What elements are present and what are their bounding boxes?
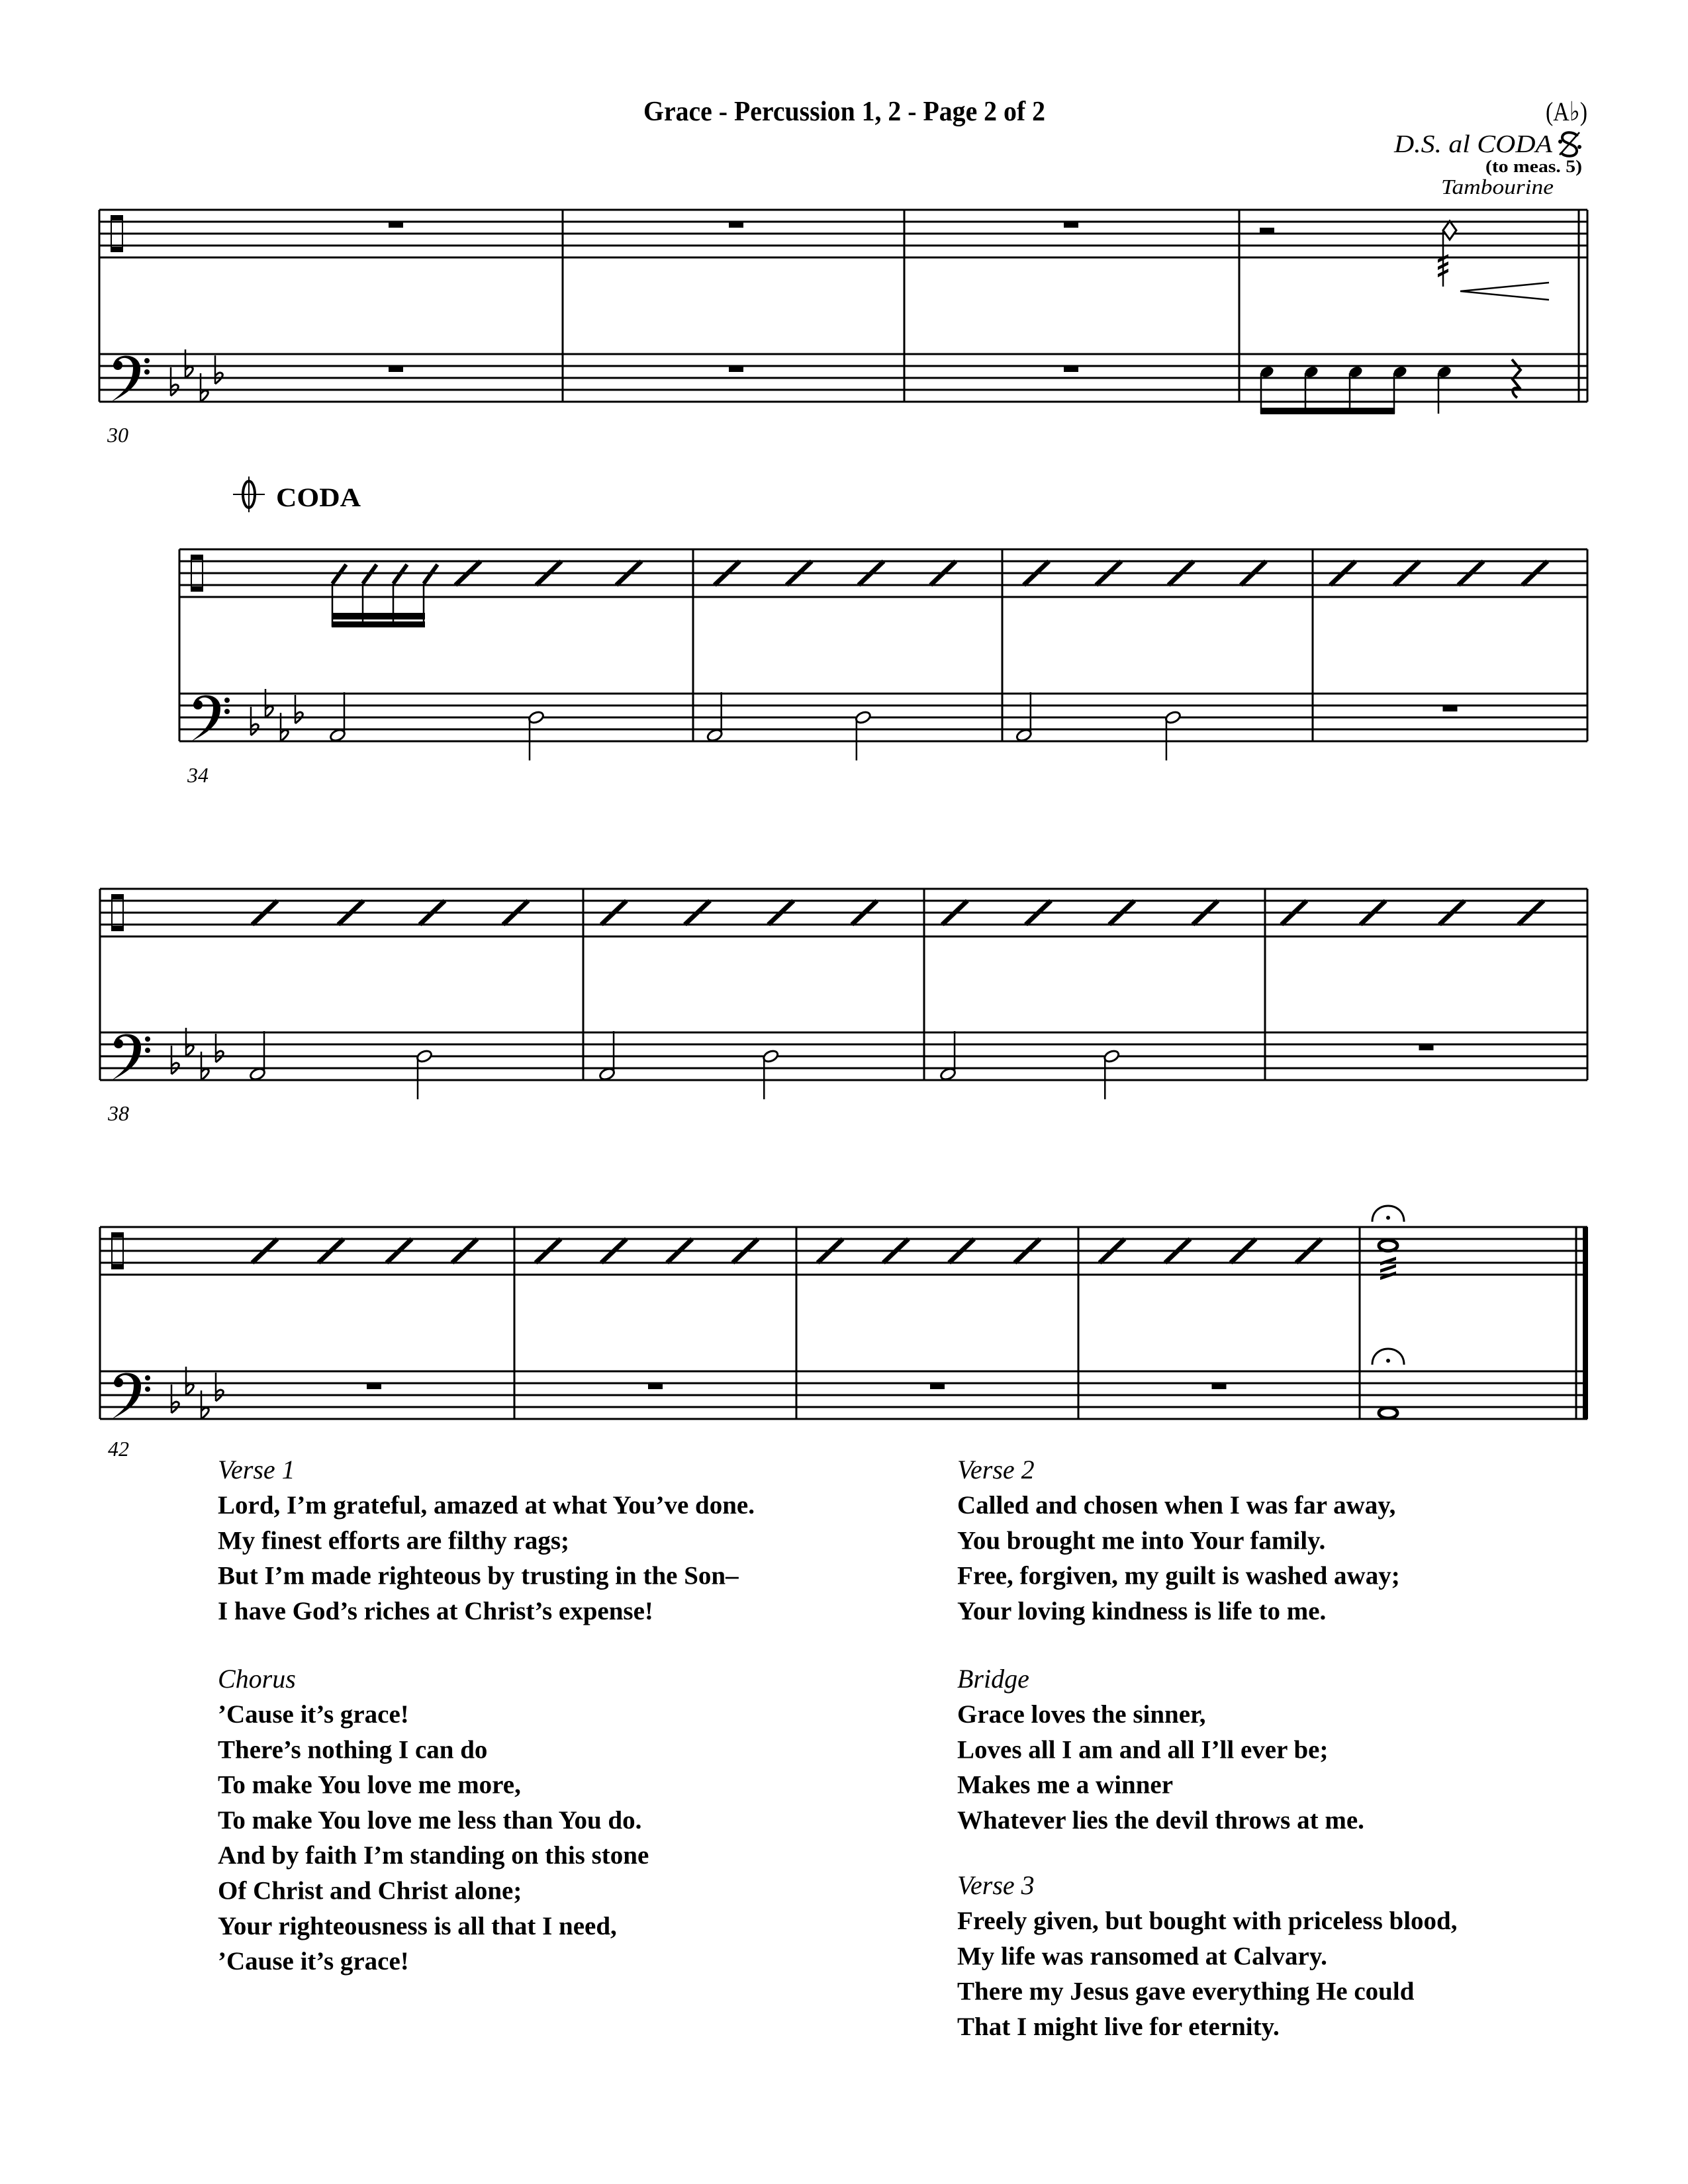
whole-rest — [1212, 1383, 1227, 1389]
whole-rest — [1443, 705, 1458, 711]
clef-dot — [224, 698, 230, 703]
coda-icon — [233, 477, 265, 512]
flat-icon — [251, 707, 258, 735]
flat-bulb — [186, 1045, 193, 1056]
clef-cap — [112, 926, 123, 931]
flat-icon — [171, 1385, 179, 1413]
flat-icon — [171, 1046, 179, 1074]
lyrics — [218, 1455, 1458, 2041]
flat-bulb — [201, 1069, 209, 1080]
clef-head — [113, 361, 122, 370]
section-label: Bridge — [957, 1664, 1029, 1694]
whole-rest — [729, 222, 743, 228]
whole-rest — [648, 1383, 663, 1389]
clef-dot — [145, 1036, 150, 1042]
section-label: Verse 3 — [957, 1870, 1035, 1900]
fermata-dot — [1386, 1216, 1390, 1220]
clef-dot — [144, 369, 150, 375]
music-notation — [99, 210, 1588, 1461]
lyric-line: I have God’s riches at Christ’s expense! — [218, 1596, 653, 1625]
clef-cap — [191, 555, 203, 560]
whole-rest — [1419, 1044, 1434, 1050]
flat-bulb — [185, 367, 193, 378]
flat-bulb — [201, 1408, 209, 1419]
clef-dot — [224, 709, 230, 714]
lyric-line: Loves all I am and all I’ll ever be; — [957, 1735, 1329, 1764]
final-barline — [1583, 1227, 1588, 1419]
fermata-dot — [1386, 1359, 1390, 1363]
fermata-icon — [1372, 1349, 1404, 1365]
page-title: Grace - Percussion 1, 2 - Page 2 of 2 — [643, 97, 1045, 127]
flat-icon — [216, 1034, 223, 1062]
tremolo-stroke — [1380, 1257, 1396, 1265]
flat-icon — [171, 367, 178, 396]
clef-head — [114, 1378, 123, 1387]
clef-dot — [145, 1048, 150, 1053]
whole-note — [1379, 1240, 1397, 1251]
clef-head — [193, 700, 203, 709]
whole-rest — [729, 366, 743, 372]
crescendo-hairpin — [1460, 283, 1549, 300]
clef-dot — [144, 358, 150, 363]
clef-cap — [111, 247, 122, 251]
lyric-line: And by faith I’m standing on this stone — [218, 1841, 649, 1870]
clef-cap — [112, 895, 123, 899]
whole-rest — [389, 222, 403, 228]
whole-rest — [1064, 366, 1078, 372]
clef-cap — [112, 1233, 123, 1238]
ds-al-coda-direction: D.S. al CODA — [1393, 130, 1553, 158]
tremolo-stroke — [1380, 1264, 1396, 1273]
flat-bulb — [265, 706, 273, 717]
segno-icon — [1558, 132, 1581, 156]
lyric-line: To make You love me more, — [218, 1770, 521, 1799]
lyric-section — [957, 1455, 1400, 1625]
coda-label: CODA — [276, 482, 361, 512]
lyric-line: Grace loves the sinner, — [957, 1700, 1206, 1729]
lyric-line: My finest efforts are filthy rags; — [218, 1526, 570, 1555]
lyric-line: Your loving kindness is life to me. — [957, 1596, 1327, 1625]
whole-rest — [389, 366, 403, 372]
flat-icon — [215, 355, 222, 384]
lyric-line: You brought me into Your family. — [957, 1526, 1326, 1555]
section-label: Chorus — [218, 1664, 296, 1694]
lyric-line: ’Cause it’s grace! — [218, 1947, 409, 1976]
flat-icon — [216, 1373, 223, 1401]
beam — [1260, 408, 1395, 414]
lyric-line: ’Cause it’s grace! — [218, 1700, 409, 1729]
lyric-line: Freely given, but bought with priceless blood, — [957, 1907, 1458, 1935]
flat-bulb — [281, 730, 288, 741]
lyric-line: But I’m made righteous by trusting in the Son– — [218, 1561, 739, 1590]
whole-rest — [367, 1383, 381, 1389]
clef-dot — [145, 1375, 150, 1381]
measure-number: 38 — [108, 1101, 129, 1125]
flat-bulb — [201, 390, 208, 402]
flat-bulb — [186, 1384, 193, 1395]
measure-number: 34 — [187, 763, 209, 787]
flat-icon — [295, 695, 303, 723]
lyric-section — [218, 1455, 755, 1625]
lyric-line: There my Jesus gave everything He could — [957, 1977, 1415, 2006]
whole-rest — [1064, 222, 1078, 228]
clef-cap — [112, 1264, 123, 1269]
lyric-line: Your righteousness is all that I need, — [218, 1911, 617, 1940]
whole-note — [1379, 1408, 1397, 1418]
lyric-section — [218, 1664, 649, 1976]
key-label: (A♭) — [1546, 97, 1587, 126]
diamond-note — [1443, 221, 1456, 240]
clef-head — [114, 1039, 123, 1048]
fermata-icon — [1372, 1206, 1404, 1222]
whole-rest — [930, 1383, 945, 1389]
to-measure-note: (to meas. 5) — [1485, 157, 1582, 176]
lyric-line: Lord, I’m grateful, amazed at what You’ve done. — [218, 1491, 755, 1520]
lyric-line: Of Christ and Christ alone; — [218, 1876, 522, 1905]
lyric-line: There’s nothing I can do — [218, 1735, 488, 1764]
section-label: Verse 1 — [218, 1455, 295, 1484]
lyric-section — [957, 1870, 1458, 2041]
instrument-label: Tambourine — [1441, 175, 1554, 199]
lyric-line: My life was ransomed at Calvary. — [957, 1942, 1327, 1971]
clef-cap — [111, 216, 122, 220]
lyric-line: Called and chosen when I was far away, — [957, 1491, 1396, 1520]
section-label: Verse 2 — [957, 1455, 1035, 1484]
measure-number: 30 — [107, 423, 128, 447]
clef-cap — [191, 586, 203, 591]
beam — [332, 621, 425, 627]
half-rest — [1260, 228, 1274, 234]
beam — [332, 613, 425, 619]
lyric-line: That I might live for eternity. — [957, 2012, 1280, 2041]
lyric-line: Free, forgiven, my guilt is washed away; — [957, 1561, 1400, 1590]
lyric-section — [957, 1664, 1364, 1835]
lyric-line: Whatever lies the devil throws at me. — [957, 1805, 1364, 1835]
lyric-line: To make You love me less than You do. — [218, 1805, 642, 1835]
lyric-line: Makes me a winner — [957, 1770, 1174, 1799]
measure-number: 42 — [108, 1437, 129, 1461]
clef-dot — [145, 1387, 150, 1392]
